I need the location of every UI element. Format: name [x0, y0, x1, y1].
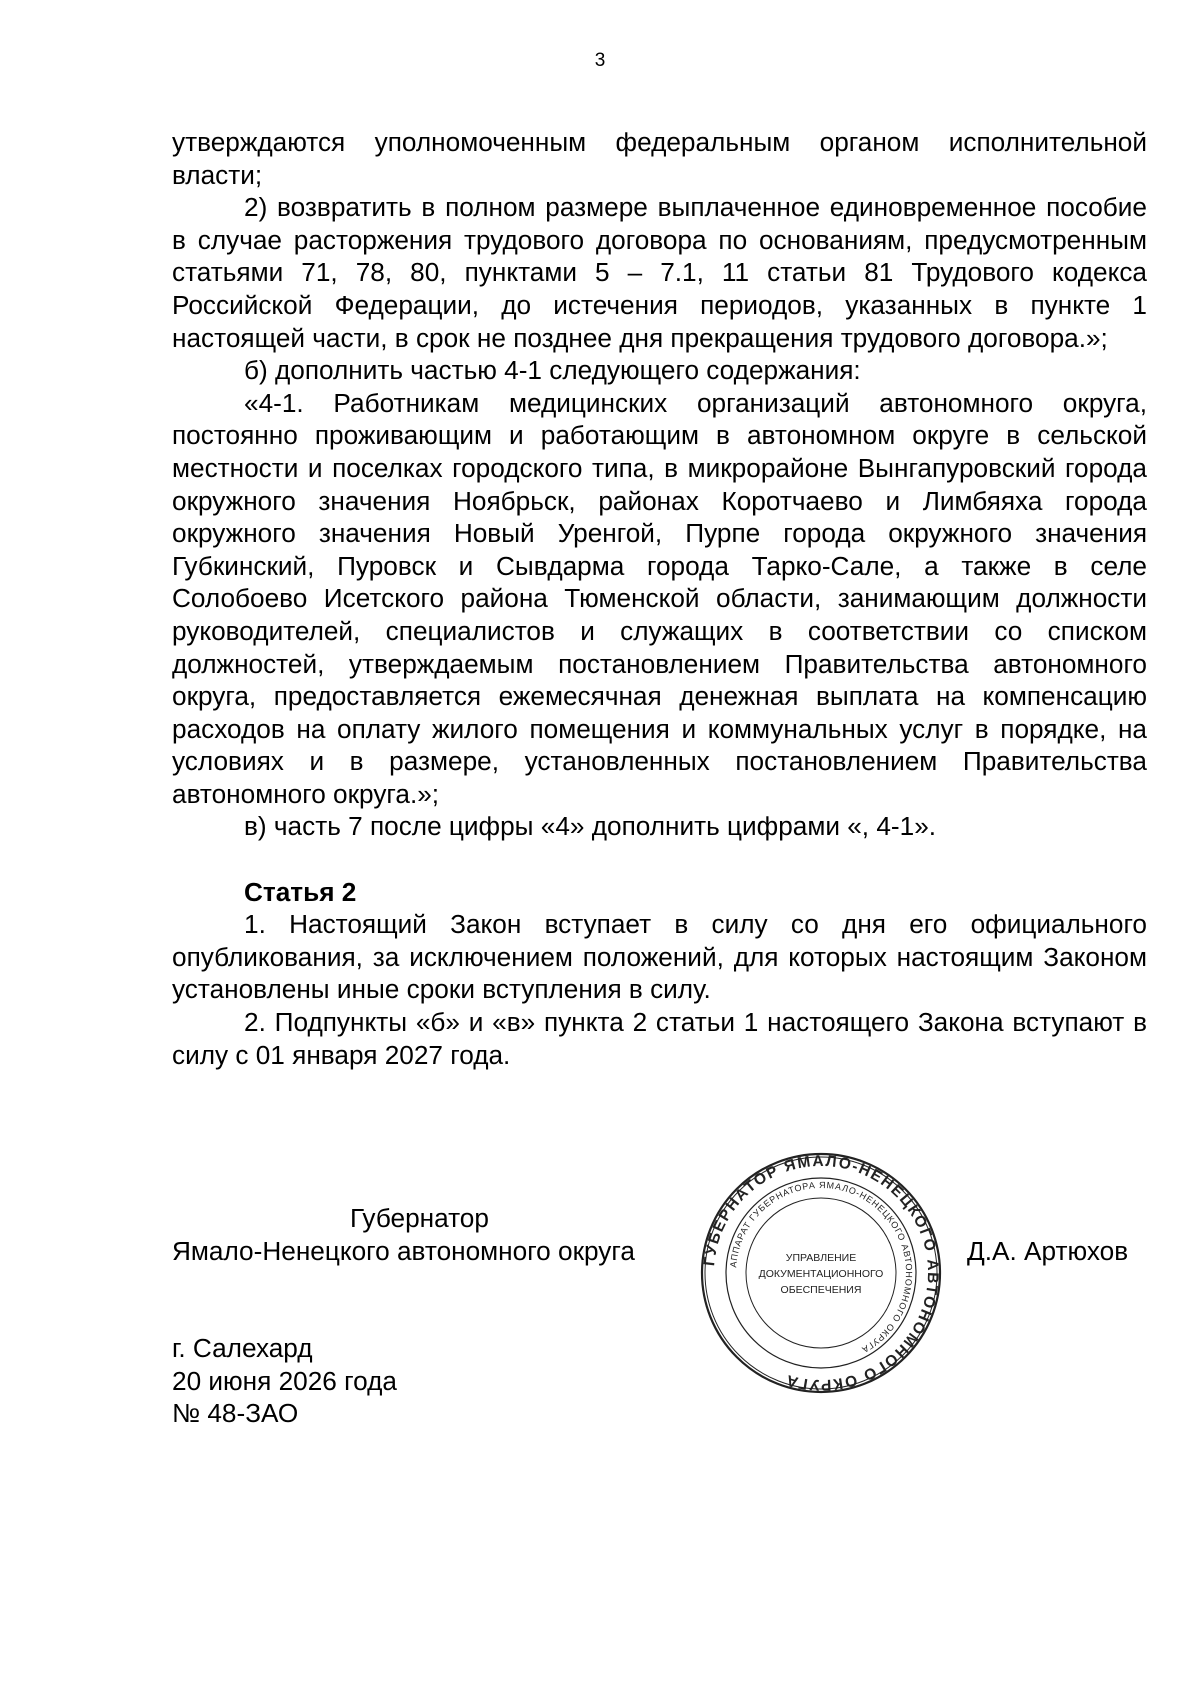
seal-inner-text: АППАРАТ ГУБЕРНАТОРА ЯМАЛО-НЕНЕЦКОГО АВТОНОМНОГО ОКРУГА [728, 1179, 915, 1356]
signatory-title-line2: Ямало-Ненецкого автономного округа [172, 1236, 635, 1266]
document-body [172, 126, 1147, 1071]
paragraph: 2. Подпункты «б» и «в» пункта 2 статьи 1 настоящего Закона вступают в силу с 01 января 2027 года. [172, 1007, 1147, 1070]
paragraph: 1. Настоящий Закон вступает в силу со дня его официального опубликования, за исключением положений, для которых настоящим Законом установлены иные сроки вступления в силу. [172, 909, 1147, 1005]
document-details [172, 1332, 397, 1430]
paragraph: 2) возвратить в полном размере выплаченное единовременное пособие в случае расторжения трудового договора по основаниям, предусмотренным статьями 71, 78, 80, пунктами 5 – 7.1, 11 статьи 81 Трудового кодекса Российской Федерации, до истечения периодов, указанных в пункте 1 настоящей части, в срок не позднее дня прекращения трудового договора.»; [172, 192, 1147, 353]
paragraph: «4-1. Работникам медицинских организаций автономного округа, постоянно проживающим и работающим в автономном округе в сельской местности и поселках городского типа, в микрорайоне Вынгапуровский города окружного значения Ноябрьск, районах Коротчаево и Лимбяяха города окружного значения Новый Уренгой, Пурпе города окружного значения Губкинский, Пуровск и Сывдарма города Тарко-Сале, а также в селе Солобоево Исетского района Тюменской области, занимающим должности руководителей, специалистов и служащих в соответствии со списком должностей, утверждаемым постановлением Правительства автономного округа, предоставляется ежемесячная денежная выплата на компенсацию расходов на оплату жилого помещения и коммунальных услуг в порядке, на условиях и в размере, установленных постановлением Правительства автономного округа.»; [172, 387, 1147, 809]
seal-outer-text: ГУБЕРНАТОР ЯМАЛО-НЕНЕЦКОГО АВТОНОМНОГО ОКРУГА [701, 1152, 942, 1394]
signatory-name: Д.А. Артюхов [967, 1236, 1129, 1266]
place-of-signing: г. Салехард [172, 1333, 313, 1363]
page-number: 3 [594, 50, 606, 71]
seal-center-line: ОБЕСПЕЧЕНИЯ [780, 1284, 862, 1296]
signatory-title-line1: Губернатор [350, 1203, 489, 1233]
seal-center-line: УПРАВЛЕНИЕ [785, 1252, 857, 1264]
seal-center-line: ДОКУМЕНТАЦИОННОГО [758, 1268, 884, 1280]
official-seal [700, 1152, 942, 1394]
paragraph: б) дополнить частью 4-1 следующего содержания: [244, 355, 861, 386]
document-number: № 48-ЗАО [172, 1398, 299, 1429]
article-heading: Статья 2 [244, 876, 357, 907]
paragraph: в) часть 7 после цифры «4» дополнить цифрами «, 4-1». [244, 811, 937, 842]
paragraph: утверждаются уполномоченным федеральным органом исполнительной власти; [172, 127, 1147, 190]
date-of-signing: 20 июня 2026 года [172, 1365, 397, 1396]
